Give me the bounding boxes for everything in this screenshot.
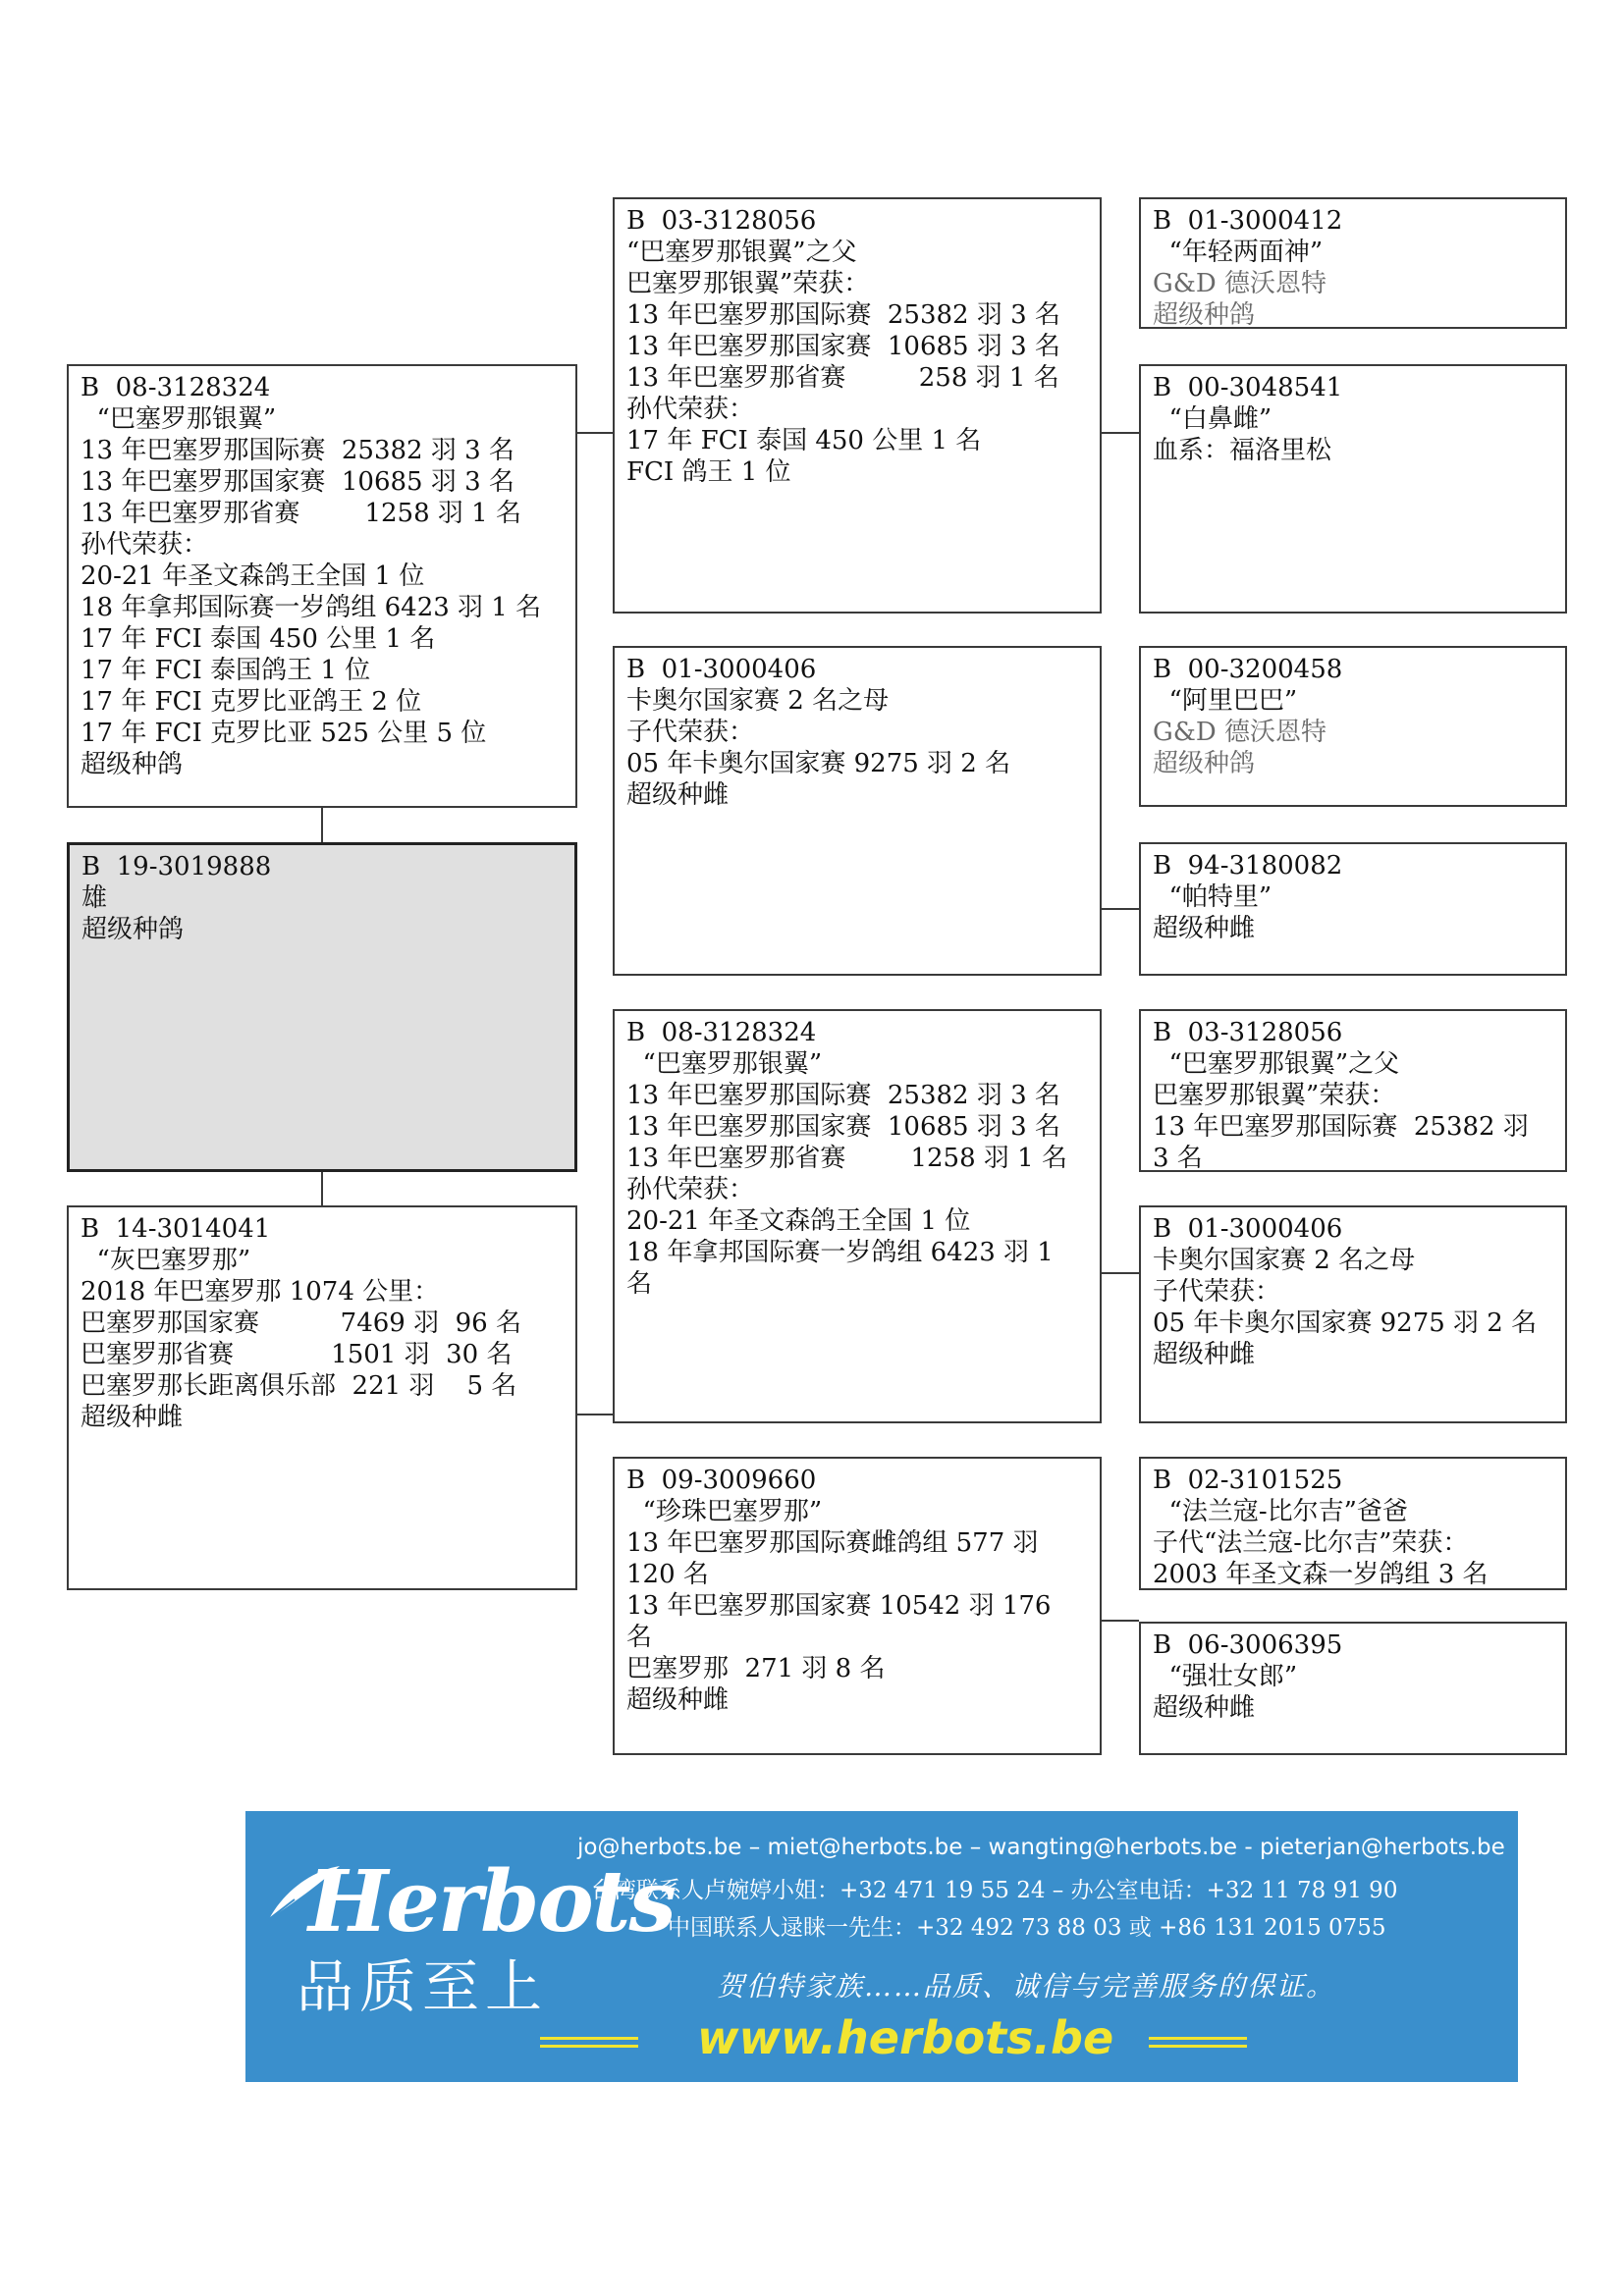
- sd-sire-box: [1139, 646, 1567, 807]
- ds-dam-box: [1139, 1205, 1567, 1423]
- connector: [1102, 1620, 1139, 1622]
- pedigree-line: 17 年 FCI 克罗比亚鸽王 2 位: [81, 687, 422, 717]
- pedigree-line: 13 年巴塞罗那国家赛 10685 羽 3 名: [626, 332, 1060, 361]
- pedigree-line: G&D 德沃恩特: [1153, 718, 1327, 747]
- connector: [577, 432, 613, 434]
- subject-box: [67, 842, 577, 1172]
- pedigree-line: 17 年 FCI 泰国 450 公里 1 名: [626, 426, 982, 455]
- pedigree-line: 2018 年巴塞罗那 1074 公里：: [81, 1277, 440, 1307]
- contact-china: 中国联系人逯睐一先生：+32 492 73 88 03 或 +86 131 2015 0755: [668, 1915, 1386, 1941]
- pedigree-line: B 09-3009660: [626, 1466, 817, 1495]
- pedigree-line: 20-21 年圣文森鸽王全国 1 位: [81, 561, 425, 591]
- pedigree-line: 巴塞罗那长距离俱乐部 221 羽 5 名: [81, 1371, 517, 1401]
- contact-taiwan: 台湾联系人卢婉婷小姐：+32 471 19 55 24 – 办公室电话：+32 11 78 91 90: [591, 1878, 1398, 1903]
- pedigree-line: 巴塞罗那国家赛 7469 羽 96 名: [81, 1308, 521, 1338]
- herbots-logo: [265, 1833, 675, 1951]
- pedigree-line: 13 年巴塞罗那国际赛 25382 羽: [1153, 1112, 1529, 1142]
- pedigree-line: 名: [626, 1269, 653, 1299]
- pedigree-line: B 08-3128324: [626, 1018, 817, 1047]
- dd-sire-box: [1139, 1457, 1567, 1590]
- pedigree-line: 超级种鸽: [1153, 300, 1256, 330]
- pedigree-line: 名: [626, 1623, 653, 1652]
- decor-line: [1149, 2045, 1247, 2048]
- pedigree-line: 13 年巴塞罗那国家赛 10685 羽 3 名: [81, 467, 514, 497]
- pedigree-line: “珍珠巴塞罗那”: [626, 1497, 823, 1526]
- pedigree-line: 13 年巴塞罗那国际赛雌鸽组 577 羽: [626, 1528, 1039, 1558]
- pedigree-line: 巴塞罗那省赛 1501 羽 30 名: [81, 1340, 513, 1369]
- pedigree-line: 超级种鸽: [81, 750, 184, 779]
- pedigree-line: 17 年 FCI 克罗比亚 525 公里 5 位: [81, 719, 487, 748]
- pedigree-line: B 19-3019888: [81, 852, 272, 881]
- ss-sire-box: [1139, 197, 1567, 329]
- pedigree-line: 2003 年圣文森一岁鸽组 3 名: [1153, 1560, 1489, 1589]
- pedigree-line: “巴塞罗那银翼”: [626, 1049, 823, 1079]
- pedigree-line: “强壮女郎”: [1153, 1662, 1298, 1691]
- pedigree-line: 17 年 FCI 泰国鸽王 1 位: [81, 656, 371, 685]
- pedigree-line: FCI 鸽王 1 位: [626, 457, 791, 487]
- pedigree-line: 18 年拿邦国际赛一岁鸽组 6423 羽 1: [626, 1238, 1054, 1267]
- motto: 贺伯特家族……品质、诚信与完善服务的保证。: [717, 1970, 1336, 2002]
- pedigree-line: “年轻两面神”: [1153, 238, 1324, 267]
- pedigree-line: B 08-3128324: [81, 373, 271, 402]
- website-link[interactable]: www.herbots.be: [697, 2011, 1114, 2064]
- pedigree-line: B 00-3200458: [1153, 655, 1343, 684]
- sire-sire-box: [613, 197, 1102, 614]
- pedigree-line: 05 年卡奥尔国家赛 9275 羽 2 名: [1153, 1308, 1538, 1338]
- pedigree-line: 13 年巴塞罗那省赛 1258 羽 1 名: [626, 1144, 1067, 1173]
- pedigree-line: 13 年巴塞罗那国际赛 25382 羽 3 名: [626, 300, 1060, 330]
- connector: [1102, 1272, 1139, 1274]
- connector: [1102, 908, 1139, 910]
- pedigree-line: 05 年卡奥尔国家赛 9275 羽 2 名: [626, 749, 1011, 778]
- sire-box: [67, 364, 577, 808]
- pedigree-line: B 01-3000406: [1153, 1214, 1343, 1244]
- pedigree-line: 卡奥尔国家赛 2 名之母: [1153, 1246, 1416, 1275]
- pedigree-line: 20-21 年圣文森鸽王全国 1 位: [626, 1206, 971, 1236]
- ss-dam-box: [1139, 364, 1567, 614]
- pedigree-line: B 01-3000406: [626, 655, 817, 684]
- pedigree-line: 超级种鸽: [1153, 749, 1256, 778]
- pedigree-line: 孙代荣获：: [626, 395, 755, 424]
- pedigree-line: 17 年 FCI 泰国 450 公里 1 名: [81, 624, 436, 654]
- pedigree-line: 13 年巴塞罗那国际赛 25382 羽 3 名: [626, 1081, 1060, 1110]
- pedigree-line: B 14-3014041: [81, 1214, 271, 1244]
- pedigree-line: 超级种雌: [626, 1685, 730, 1715]
- pedigree-line: B 03-3128056: [1153, 1018, 1343, 1047]
- pedigree-line: 孙代荣获：: [626, 1175, 755, 1204]
- pedigree-line: 巴塞罗那银翼”荣获：: [1153, 1081, 1396, 1110]
- connector: [1102, 432, 1139, 434]
- pedigree-line: 13 年巴塞罗那省赛 1258 羽 1 名: [81, 499, 521, 528]
- contact-emails[interactable]: jo@herbots.be – miet@herbots.be – wangting@herbots.be - pieterjan@herbots.be: [577, 1835, 1505, 1860]
- pedigree-line: B 06-3006395: [1153, 1630, 1343, 1660]
- pedigree-line: B 03-3128056: [626, 206, 817, 236]
- pedigree-line: 13 年巴塞罗那国家赛 10542 羽 176: [626, 1591, 1052, 1621]
- pedigree-line: 超级种雌: [1153, 1340, 1256, 1369]
- pedigree-line: “巴塞罗那银翼”之父: [626, 238, 857, 267]
- pedigree-line: 子代荣获：: [626, 718, 755, 747]
- connector: [577, 1414, 613, 1415]
- pedigree-line: “法兰寇-比尔吉”爸爸: [1153, 1497, 1408, 1526]
- pedigree-line: 13 年巴塞罗那省赛 258 羽 1 名: [626, 363, 1059, 393]
- sd-dam-box: [1139, 842, 1567, 976]
- pedigree-line: “巴塞罗那银翼”: [81, 404, 277, 434]
- slogan: 品质至上: [297, 1953, 549, 2020]
- decor-line: [540, 2045, 638, 2048]
- pedigree-line: 超级种雌: [626, 780, 730, 810]
- pedigree-line: 超级种雌: [1153, 914, 1256, 943]
- pedigree-line: 巴塞罗那 271 羽 8 名: [626, 1654, 886, 1683]
- pedigree-line: “白鼻雌”: [1153, 404, 1272, 434]
- dam-box: [67, 1205, 577, 1590]
- dam-dam-box: [613, 1457, 1102, 1755]
- pedigree-line: 3 名: [1153, 1144, 1203, 1173]
- pedigree-line: 18 年拿邦国际赛一岁鸽组 6423 羽 1 名: [81, 593, 542, 622]
- pedigree-line: “巴塞罗那银翼”之父: [1153, 1049, 1400, 1079]
- pedigree-line: B 00-3048541: [1153, 373, 1343, 402]
- pedigree-line: 巴塞罗那银翼”荣获：: [626, 269, 870, 298]
- pedigree-line: B 01-3000412: [1153, 206, 1343, 236]
- pedigree-line: “帕特里”: [1153, 882, 1272, 912]
- pedigree-line: 超级种雌: [81, 1403, 184, 1432]
- pedigree-line: 子代荣获：: [1153, 1277, 1281, 1307]
- pedigree-line: G&D 德沃恩特: [1153, 269, 1327, 298]
- pedigree-line: B 94-3180082: [1153, 851, 1343, 881]
- pedigree-line: B 02-3101525: [1153, 1466, 1343, 1495]
- ds-sire-box: [1139, 1009, 1567, 1172]
- connector: [321, 808, 323, 842]
- logo-text: Herbots: [308, 1852, 675, 1951]
- pedigree-line: 超级种雌: [1153, 1693, 1256, 1723]
- sire-dam-box: [613, 646, 1102, 976]
- pedigree-line: 13 年巴塞罗那国际赛 25382 羽 3 名: [81, 436, 514, 465]
- pedigree-line: 13 年巴塞罗那国家赛 10685 羽 3 名: [626, 1112, 1060, 1142]
- pedigree-line: 卡奥尔国家赛 2 名之母: [626, 686, 890, 716]
- decor-line: [540, 2037, 638, 2040]
- dam-sire-box: [613, 1009, 1102, 1423]
- decor-line: [1149, 2037, 1247, 2040]
- pedigree-line: 超级种鸽: [81, 915, 185, 944]
- pedigree-line: 120 名: [626, 1560, 709, 1589]
- pedigree-line: 血系：福洛里松: [1153, 436, 1332, 465]
- pedigree-line: 子代“法兰寇-比尔吉”荣获：: [1153, 1528, 1469, 1558]
- pedigree-line: “灰巴塞罗那”: [81, 1246, 251, 1275]
- pedigree-line: “阿里巴巴”: [1153, 686, 1298, 716]
- connector: [321, 1172, 323, 1205]
- pedigree-line: 雄: [81, 883, 108, 913]
- herbots-banner: [245, 1811, 1518, 2082]
- dd-dam-box: [1139, 1622, 1567, 1755]
- pedigree-line: 孙代荣获：: [81, 530, 209, 560]
